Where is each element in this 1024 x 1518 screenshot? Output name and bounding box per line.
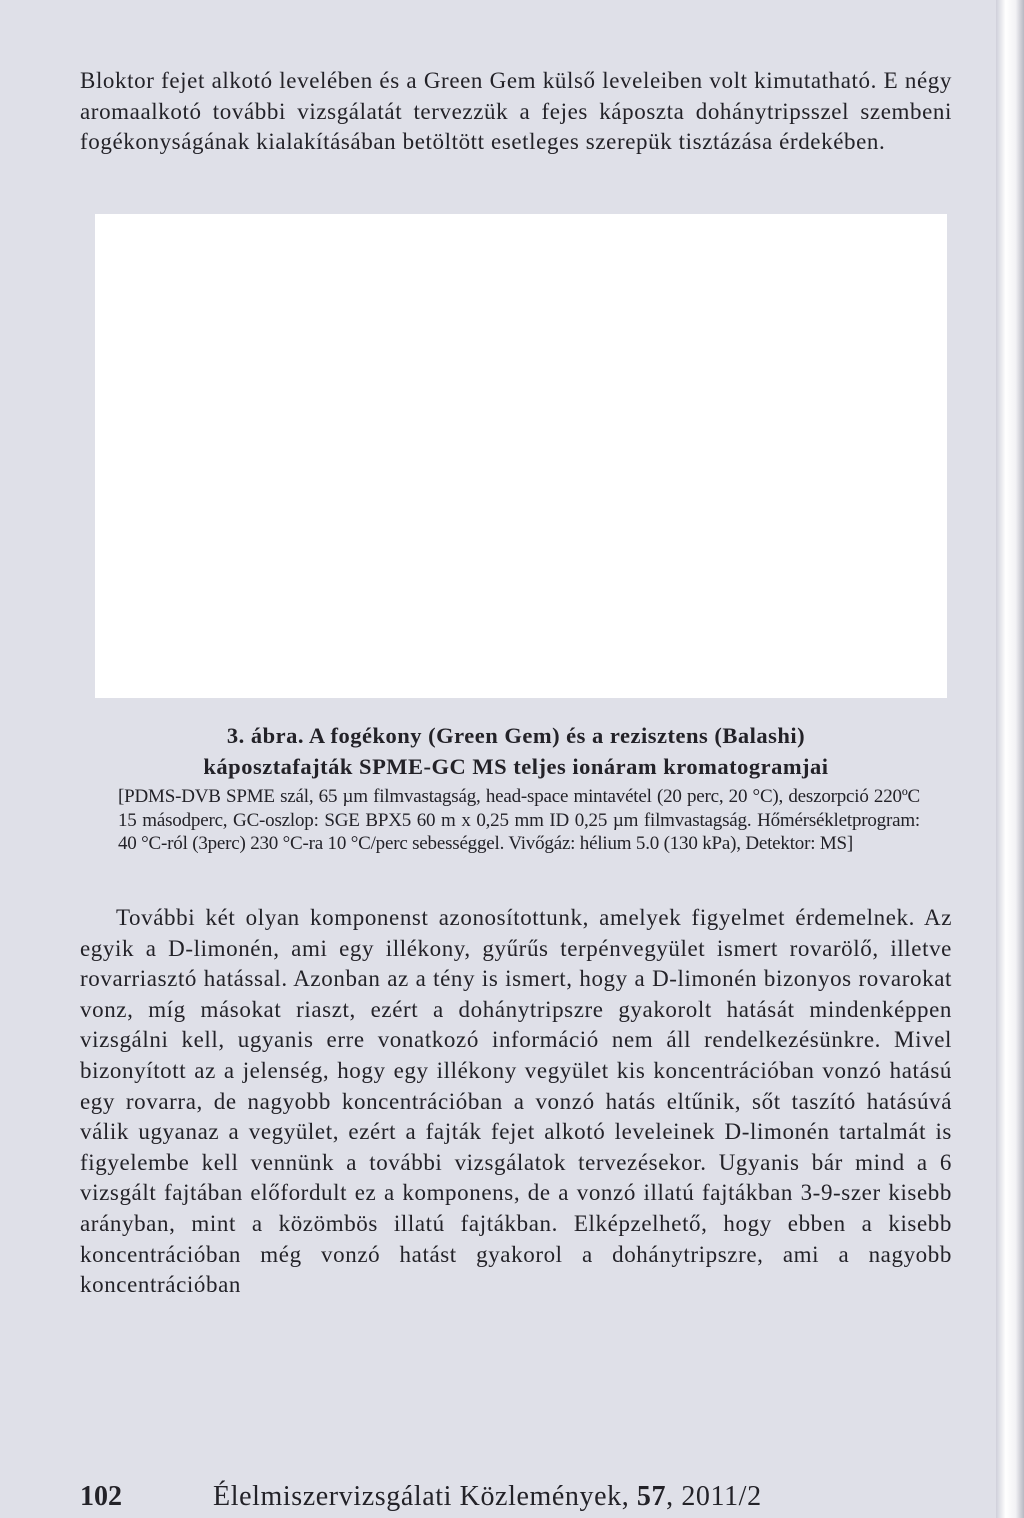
chromatogram-figure-blank <box>95 214 947 698</box>
journal-name: Élelmiszervizsgálati Közlemények, <box>213 1481 637 1512</box>
journal-volume: 57 <box>636 1481 667 1512</box>
journal-issue: , 2011/2 <box>666 1481 762 1512</box>
page-edge <box>996 0 1024 1518</box>
caption-title-line-2: káposztafajták SPME-GC MS teljes ionáram kromatogramjai <box>203 754 829 779</box>
caption-details: [PDMS-DVB SPME szál, 65 µm filmvastagság, head-space mintavétel (20 perc, 20 °C), deszorpció 220ºC 15 másodperc, GC-oszlop: SGE BPX5 60 m x 0,25 mm ID 0,25 µm filmvastagság. Hőmérsékletprogram: 40 °C-ról (3perc) 230 °C-ra 10 °C/perc sebességgel. Vivőgáz: hélium 5.0 (130 kPa), Detektor: MS] <box>118 786 920 854</box>
journal-citation <box>213 1481 762 1513</box>
figure-caption <box>80 720 952 782</box>
page-number: 102 <box>80 1481 122 1512</box>
body-paragraph: További két olyan komponenst azonosítottunk, amelyek figyelmet érdemelnek. Az egyik a D-limonén, ami egy illékony, gyűrűs terpénvegyület ismert rovarölő, illetve rovarriasztó hatással. Azonban az a tény is ismert, hogy a D-limonén bizonyos rovarokat vonz, míg másokat riaszt, ezért a dohánytripszre gyakorolt hatását mindenképpen vizsgálni kell, ugyanis erre vonatkozó információ nem áll rendelkezésünkre. Mivel bizonyított az a jelenség, hogy egy illékony vegyület kis koncentrációban vonzó hatású egy rovarra, de nagyobb koncentrációban a vonzó hatás eltűnik, sőt taszító hatásúvá válik ugyanaz a vegyület, ezért a fajták fejet alkotó leveleinek D-limonén tartalmát is figyelembe kell vennünk a további vizsgálatok tervezésekor. Ugyanis bár mind a 6 vizsgált fajtában előfordult ez a komponens, de a vonzó illatú fajtákban 3-9-szer kisebb arányban, mint a közömbös illatú fajtákban. Elképzelhető, hogy ebben a kisebb koncentrációban még vonzó hatást gyakorol a dohánytripszre, ami a nagyobb koncentrációban <box>80 905 952 1298</box>
caption-title-line-1: 3. ábra. A fogékony (Green Gem) és a rezisztens (Balashi) <box>226 723 806 748</box>
top-paragraph: Bloktor fejet alkotó levelében és a Green Gem külső leveleiben volt kimutatható. E négy aromaalkotó további vizsgálatát tervezzük a fejes káposzta dohánytripsszel szembeni fogékonyságának kialakításában betöltött esetleges szerepük tisztázása érdekében. <box>80 68 952 154</box>
